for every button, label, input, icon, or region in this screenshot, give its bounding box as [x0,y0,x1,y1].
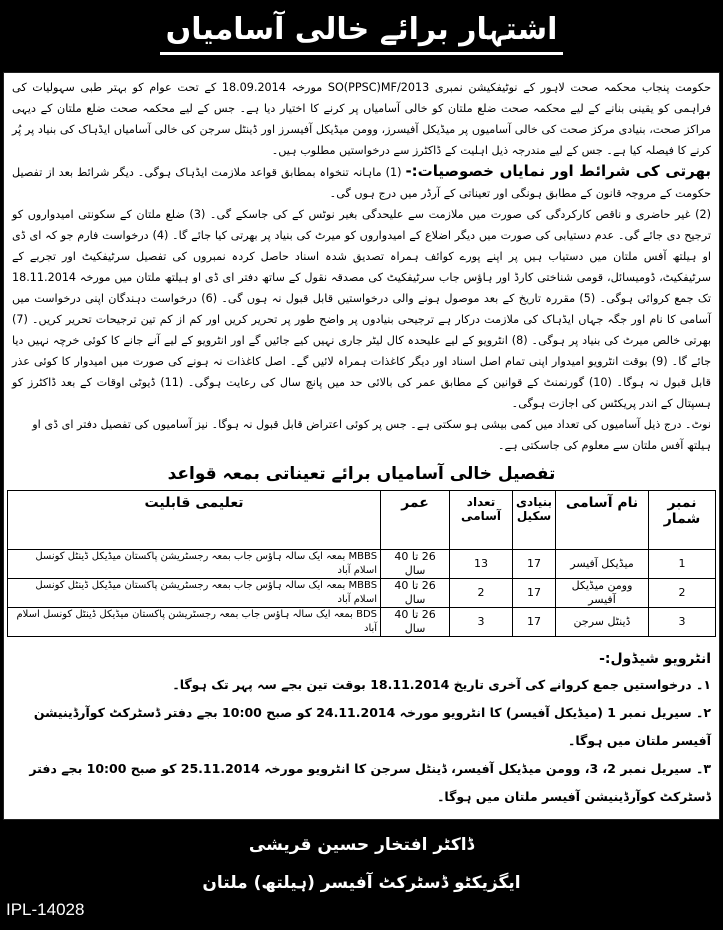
header-scale: بنیادی سکیل [513,491,556,550]
header-serial: نمبر شمار [649,491,716,550]
cell-serial: 1 [649,550,716,579]
cell-count: 2 [450,579,513,608]
header-count: تعداد آسامی [450,491,513,550]
cell-count: 13 [450,550,513,579]
conditions-list: (2) غیر حاضری و ناقص کارکردگی کی صورت میں ملازمت سے علیحدگی بغیر نوٹس کے کی جاسکے گی۔ (3) ضلع ملتان کے سکونتی امیدواروں کو ترجیح دی جائے گی۔ عدم دستیابی کی صورت میں دیگر اضلاع کے امیدواروں کو میرٹ کی بنیاد پر بھرتی کیا جائے گا۔ (4) درخواست فارم جو کہ ای ڈی او ہیلتھ آفس ملتان میں دستیاب ہیں پر اپنے پورے کوائف ہمراہ تصدیق شدہ اسناد حاصل کردہ نمبروں کی تفصیل سرٹیفکیٹ اور تجربے کے سرٹیفکیٹ، ڈومیسائل، قومی شناختی کارڈ اور ہاؤس جاب سرٹیفکیٹ کی مصدقہ نقول کے ساتھ دفتر ای ڈی او ہیلتھ ملتان میں مورخہ 18.11.2014 تک جمع کروائی ہوگی۔ (5) مقررہ تاریخ کے بعد موصول ہونے والی درخواستیں قابل قبول نہ ہوں گی۔ (6) درخواست دہندگان اپنی درخواست میں آسامی کا نام اور جگہ جہاں ایڈہاک کی ملازمت درکار ہے ترجیحی بنیادوں پر واضح طور پر تحریر کریں اور کم از کم تین ترجیحات تحریر کریں۔ (7) بھرتی خالص میرٹ کی بنیاد پر ہوگی۔ (8) انٹرویو کے لیے علیحدہ کال لیٹر جاری نہیں کیے جائیں گے اور انٹرویو کے لیے آنے جانے کا کوئی خرچہ نہیں دیا جائے گا۔ (9) بوقت انٹرویو امیدوار اپنی تمام اصل اسناد اور دیگر کاغذات ہمراہ لائیں گے۔ اصل کاغذات نہ ہونے کی صورت میں امیدوار کا کوئی عذر قابل قبول نہ ہوگا۔ (10) گورنمنٹ کے قوانین کے مطابق عمر کی بالائی حد میں پانچ سال کی رعایت ہوگی۔ (11) ڈیوٹی اوقات کے بعد ڈاکٹرز کو ہسپتال کے اندر پریکٹس کی اجازت ہوگی۔ [12,208,711,410]
cell-qualification: BDS بمعہ ایک سالہ ہاؤس جاب بمعہ رجسٹریشن پاکستان میڈیکل ڈینٹل کونسل اسلام آباد [8,608,381,637]
cell-serial: 2 [649,579,716,608]
table-header-row [8,491,716,550]
condition-1: (1) ماہانہ تنخواہ بمطابق قواعد ملازمت ایڈہاک ہوگی۔ دیگر شرائط بعد از تفصیل حکومت کے مروجہ قانون کے مطابق ہونگی اور تعیناتی کے آرڈر میں درج ہوں گی۔ [12,166,711,200]
table-row [8,608,716,637]
cell-age: 26 تا 40 سال [381,579,450,608]
signatory-designation: ایگزیکٹو ڈسٹرکٹ آفیسر (ہیلتھ) ملتان [202,873,521,893]
reference-code: IPL-14028 [6,900,85,919]
schedule-item: ۳۔ سیریل نمبر 2، 3، وومن میڈیکل آفیسر، ڈینٹل سرجن کا انٹرویو مورخہ 25.11.2014 کو صبح 10:00 بجے دفتر ڈسٹرکٹ کوآرڈینیشن آفیسر ملتان میں ہوگا۔ [29,761,711,804]
schedule-item: ۱۔ درخواستیں جمع کروانے کی آخری تاریخ 18.11.2014 بوقت تین بجے سہ پہر تک ہوگا۔ [172,677,711,692]
footer [0,820,723,930]
conditions-first [4,161,719,204]
intro-paragraph: حکومت پنجاب محکمہ صحت لاہور کے نوٹیفکیشن نمبری SO(PPSC)MF/2013 مورخہ 18.09.2014 کے تحت عوام کو بہتر طبی سہولیات کی فراہمی کو یقینی بنانے کے لیے محکمہ صحت ضلع ملتان کو خالی آسامیاں پر کرنے کا اختیار دیا ہے۔ جس کے لیے محکمہ صحت ضلع ملتان کے دیہی مراکز صحت، بنیادی مرکز صحت کی خالی آسامیوں پر میڈیکل آفیسرز، وومن میڈیکل آفیسرز اور ڈینٹل سرجن کی خالی آسامیاں ایڈہاک کی بنیاد پر پُر کرنے کا فیصلہ کیا ہے۔ جس کے لیے مندرجہ ذیل اہلیت کے ڈاکٹرز سے درخواستیں مطلوب ہیں۔ [12,81,711,157]
signatory-name: ڈاکٹر افتخار حسین قریشی [248,835,475,855]
cell-post: میڈیکل آفیسر [556,550,649,579]
cell-count: 3 [450,608,513,637]
interview-schedule [4,647,719,811]
cell-age: 26 تا 40 سال [381,550,450,579]
note: نوٹ۔ درج ذیل آسامیوں کی تعداد میں کمی بیشی ہو سکتی ہے۔ جس پر کوئی اعتراض قابل قبول نہ ہوگا۔ نیز آسامیوں کی تفصیل دفتر ای ڈی او ہیلتھ آفس ملتان سے معلوم کی جاسکتی ہے۔ [32,418,711,452]
cell-age: 26 تا 40 سال [381,608,450,637]
header-post: نام آسامی [556,491,649,550]
ad-title: اشتہار برائے خالی آسامیاں [160,10,564,55]
cell-serial: 3 [649,608,716,637]
cell-post: ڈینٹل سرجن [556,608,649,637]
schedule-item: ۲۔ سیریل نمبر 1 (میڈیکل آفیسر) کا انٹرویو مورخہ 24.11.2014 کو صبح 10:00 بجے دفتر ڈسٹرکٹ کوآرڈینیشن آفیسر ملتان میں ہوگا۔ [33,705,711,748]
table-title: تفصیل خالی آسامیاں برائے تعیناتی بمعہ قواعد [167,464,556,484]
ad-body [3,72,720,820]
header-age: عمر [381,491,450,550]
cell-scale: 17 [513,550,556,579]
cell-scale: 17 [513,608,556,637]
cell-post: وومن میڈیکل آفیسر [556,579,649,608]
header-banner [0,0,723,72]
table-row [8,550,716,579]
vacancies-table [7,490,716,637]
conditions-heading: بھرتی کی شرائط اور نمایاں خصوصیات:- [405,162,712,180]
table-row [8,579,716,608]
header-qualification: تعلیمی قابلیت [8,491,381,550]
cell-scale: 17 [513,579,556,608]
cell-qualification: MBBS بمعہ ایک سالہ ہاؤس جاب بمعہ رجسٹریشن پاکستان میڈیکل ڈینٹل کونسل اسلام آباد [8,550,381,579]
schedule-heading: انٹرویو شیڈول:- [599,651,711,667]
cell-qualification: MBBS بمعہ ایک سالہ ہاؤس جاب بمعہ رجسٹریشن پاکستان میڈیکل ڈینٹل کونسل اسلام آباد [8,579,381,608]
